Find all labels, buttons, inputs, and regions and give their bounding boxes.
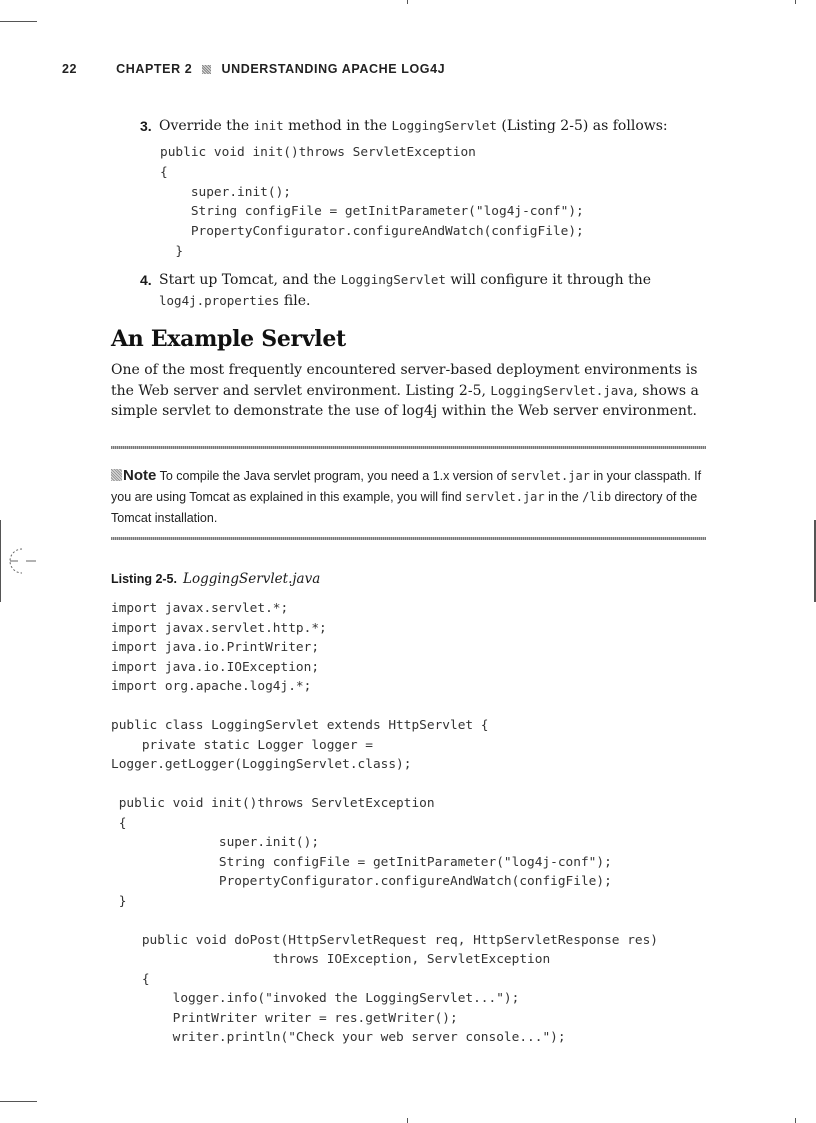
step-3 xyxy=(140,116,708,137)
step-number: 3. xyxy=(140,118,152,134)
body-paragraph: One of the most frequently encountered server-based deployment environments is the Web server and servlet environment. Listing 2-5, LoggingServlet.java, shows a simple servlet to demonstrate the use of log4j within the Web server environment. xyxy=(111,362,699,419)
page-number: 22 xyxy=(62,62,78,76)
separator-square-icon xyxy=(202,65,211,74)
chapter-title: UNDERSTANDING APACHE LOG4J xyxy=(221,62,446,76)
crop-mark-top-left xyxy=(0,21,37,22)
code-block-init: public void init()throws ServletException { super.init(); String configFile = getInitParameter("log4j-conf"); PropertyConfigurator.configureAndWatch(configFile); } xyxy=(160,145,584,259)
crop-mark-bottom-right xyxy=(795,1118,796,1123)
inline-code: log4j.properties xyxy=(159,292,280,308)
step-text: Start up Tomcat, and the LoggingServlet will configure it through the log4j.properties file. xyxy=(159,272,651,309)
inline-code: LoggingServlet xyxy=(340,272,446,287)
chapter-label: CHAPTER 2 xyxy=(116,62,193,76)
inline-code: servlet.jar xyxy=(510,469,590,483)
running-head xyxy=(62,62,776,76)
note-rule-bottom xyxy=(111,537,706,540)
listing-label: Listing 2-5. xyxy=(111,572,177,586)
inline-code: LoggingServlet xyxy=(391,118,497,133)
note-rule-top xyxy=(111,446,706,449)
crop-mark-left-edge xyxy=(0,520,1,602)
note-box: Note To compile the Java servlet program, you need a 1.x version of servlet.jar in your classpath. If you are using Tomcat as explained in this example, you will find servlet.jar in the /lib directory of the Tomcat installation. xyxy=(111,467,702,525)
crop-mark-bottom-left xyxy=(0,1101,37,1102)
crop-mark-top-right xyxy=(795,0,796,4)
listing-caption xyxy=(111,571,320,587)
step-number: 4. xyxy=(140,272,152,288)
registration-mark-icon xyxy=(2,546,38,576)
code-block-listing: import javax.servlet.*; import javax.servlet.http.*; import java.io.PrintWriter; import java.io.IOException; import org.apache.log4j.*; public class LoggingServlet extends HttpServlet { private static Logger logger = Logger.getLogger(LoggingServlet.class); public void init()throws ServletException { super.init(); String configFile = getInitParameter("log4j-conf"); PropertyConfigurator.configureAndWatch(configFile); } public void doPost(HttpServletRequest req, HttpServletResponse res) throws IOException, ServletException { logger.info("invoked the LoggingServlet..."); PrintWriter writer = res.getWriter(); writer.println("Check your web server console..."); xyxy=(111,601,659,1045)
crop-mark-top-center xyxy=(407,0,408,4)
listing-title: LoggingServlet.java xyxy=(182,571,321,587)
step-text: Override the init method in the LoggingServlet (Listing 2-5) as follows: xyxy=(159,118,668,134)
note-marker-icon xyxy=(111,469,122,481)
inline-code: servlet.jar xyxy=(465,490,545,504)
crop-mark-bottom-center xyxy=(407,1118,408,1123)
step-4 xyxy=(140,270,708,311)
section-heading: An Example Servlet xyxy=(111,326,346,352)
note-label: Note xyxy=(123,467,157,484)
inline-code: LoggingServlet.java xyxy=(490,382,634,398)
inline-code: /lib xyxy=(582,490,612,504)
inline-code: init xyxy=(253,118,284,133)
